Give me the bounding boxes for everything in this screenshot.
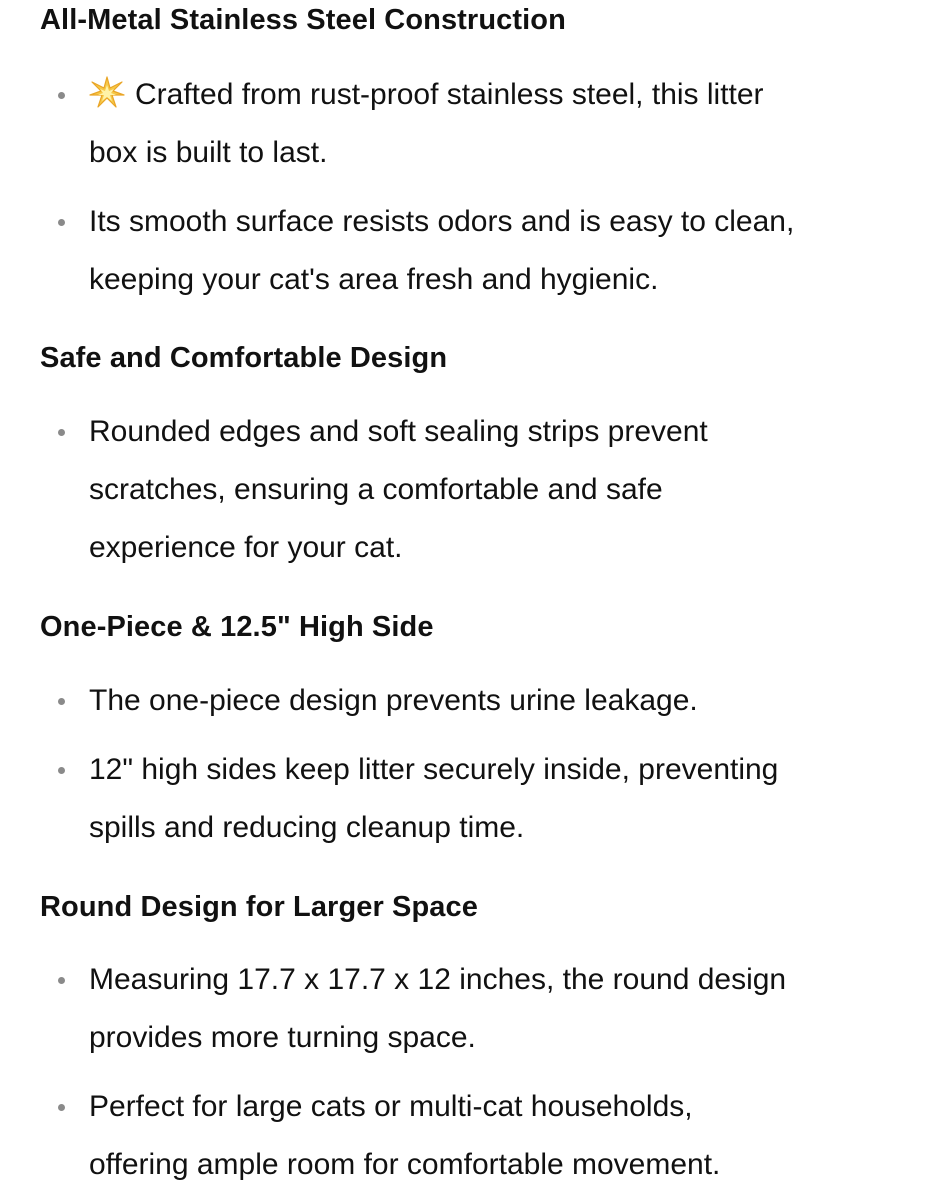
bullet-dot	[58, 767, 65, 774]
list-item-line: Its smooth surface resists odors and is easy to clean,	[89, 205, 795, 238]
list-item-text	[89, 66, 904, 182]
bullet-dot	[58, 977, 65, 984]
list-item-line: box is built to last.	[89, 136, 328, 169]
section-heading: One-Piece & 12.5" High Side	[40, 611, 434, 643]
bullet-dot	[58, 92, 65, 99]
sparkle-star-icon	[89, 76, 125, 108]
section-heading: Safe and Comfortable Design	[40, 342, 448, 374]
list-item-text	[89, 193, 904, 309]
list-item-text	[89, 1078, 904, 1194]
list-item-line: keeping your cat's area fresh and hygienic.	[89, 263, 659, 296]
bullet-dot	[58, 1104, 65, 1111]
bullet-dot	[58, 429, 65, 436]
list-item-line: scratches, ensuring a comfortable and safe	[89, 473, 663, 506]
section-heading: Round Design for Larger Space	[40, 891, 478, 923]
list-item-line: 12" high sides keep litter securely inside, preventing	[89, 753, 779, 786]
list-item-text	[89, 741, 904, 857]
list-item-line: The one-piece design prevents urine leakage.	[89, 684, 698, 717]
list-item-text	[89, 672, 904, 730]
section-heading: All-Metal Stainless Steel Construction	[40, 4, 566, 36]
list-item-line: Rounded edges and soft sealing strips prevent	[89, 415, 708, 448]
list-item-line: experience for your cat.	[89, 531, 403, 564]
bullet-dot	[58, 698, 65, 705]
list-item-line: offering ample room for comfortable movement.	[89, 1148, 721, 1181]
list-item-text	[89, 951, 904, 1067]
list-item-line: provides more turning space.	[89, 1021, 476, 1054]
list-item-line: spills and reducing cleanup time.	[89, 811, 525, 844]
list-item-text	[89, 403, 904, 577]
list-item-line: Perfect for large cats or multi-cat households,	[89, 1090, 693, 1123]
bullet-dot	[58, 219, 65, 226]
list-item-line: Crafted from rust-proof stainless steel, this litter	[135, 78, 764, 111]
list-item-line: Measuring 17.7 x 17.7 x 12 inches, the round design	[89, 963, 787, 996]
